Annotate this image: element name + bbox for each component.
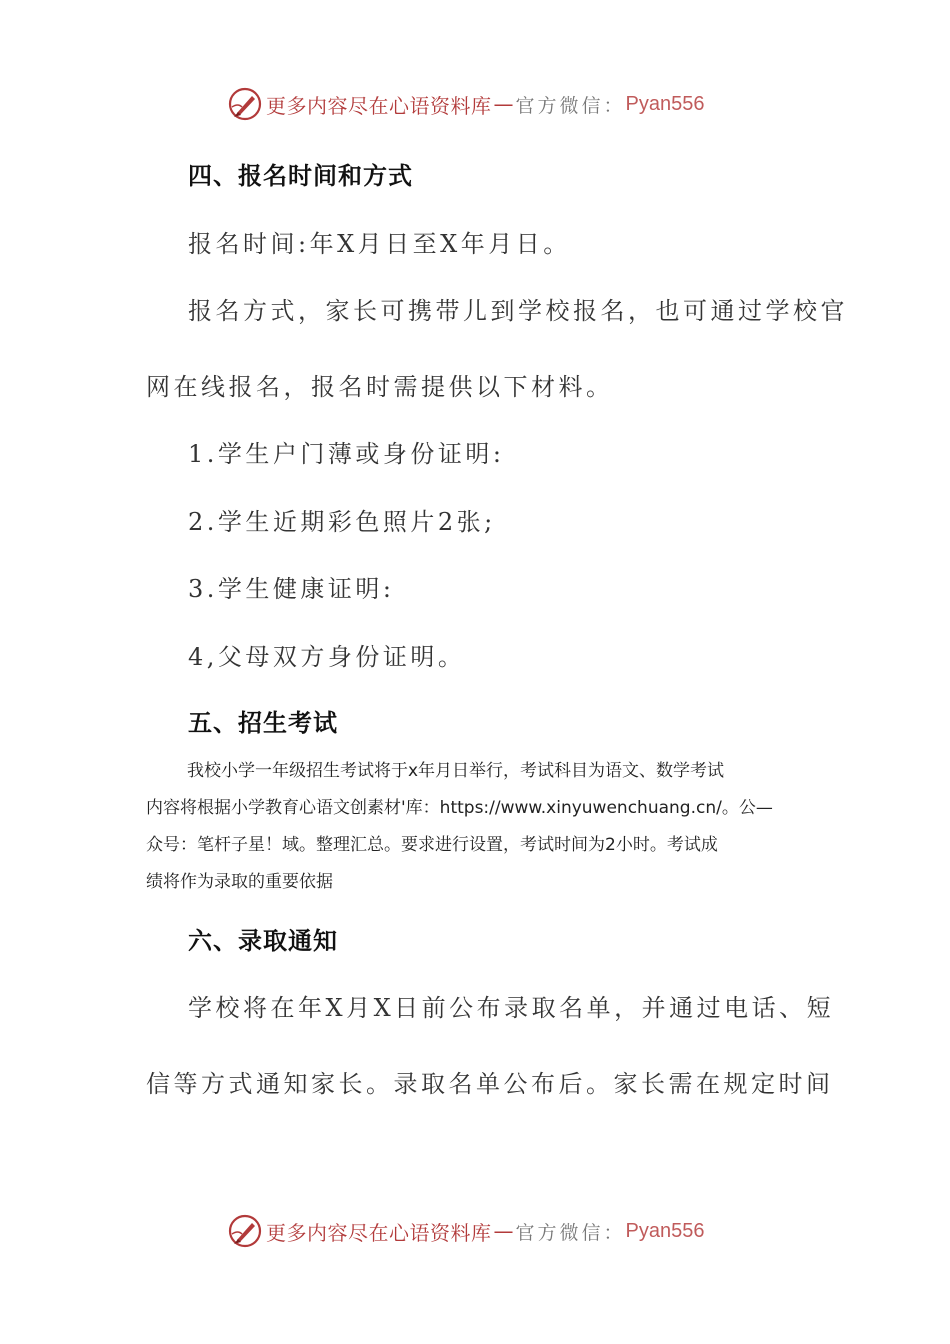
banner-text: 更多内容尽在心语资料库 [266, 93, 492, 118]
material-item-1: 1.学生户门薄或身份证明: [188, 440, 505, 468]
exam-line-4: 绩将作为录取的重要依据 [146, 872, 333, 892]
material-item-4: 4,父母双方身份证明。 [188, 643, 466, 671]
exam-line-2: 内容将根据小学教育心语文创素材'库：https://www.xinyuwenchuang.cn/。公— [146, 798, 773, 818]
banner-wechat-id: Pyan556 [625, 92, 705, 115]
registration-method-line-1: 报名方式，家长可携带儿到学校报名，也可通过学校官 [188, 297, 848, 325]
material-item-2: 2.学生近期彩色照片2张; [188, 508, 496, 536]
pen-logo-icon [228, 1214, 262, 1248]
banner-text: 更多内容尽在心语资料库 [266, 1220, 492, 1245]
banner-wechat-id: Pyan556 [625, 1219, 705, 1242]
registration-time: 报名时间:年X月日至X年月日。 [188, 230, 571, 258]
material-item-3: 3.学生健康证明: [188, 575, 395, 603]
section-5-heading: 五、招生考试 [188, 709, 338, 737]
banner-dash: — [493, 1219, 514, 1243]
exam-line-1: 我校小学一年级招生考试将于x年月日举行，考试科目为语文、数学考试 [187, 761, 725, 781]
admission-line-2: 信等方式通知家长。录取名单公布后。家长需在规定时间 [146, 1070, 834, 1098]
exam-line-3: 众号：笔杆子星！域。整理汇总。要求进行设置，考试时间为2小时。考试成 [146, 835, 718, 855]
exam-paragraph [146, 753, 806, 901]
registration-method-line-2: 网在线报名，报名时需提供以下材料。 [146, 373, 614, 401]
banner-wechat-label: 官方微信： [515, 1221, 626, 1244]
banner-dash: — [493, 92, 514, 116]
banner-wechat-label: 官方微信： [515, 94, 626, 117]
admission-line-1: 学校将在年X月X日前公布录取名单，并通过电话、短 [188, 994, 835, 1022]
footer-banner [228, 1211, 748, 1251]
section-4-heading: 四、报名时间和方式 [188, 162, 413, 190]
header-banner [228, 84, 748, 124]
section-6-heading: 六、录取通知 [188, 927, 338, 955]
pen-logo-icon [228, 87, 262, 121]
